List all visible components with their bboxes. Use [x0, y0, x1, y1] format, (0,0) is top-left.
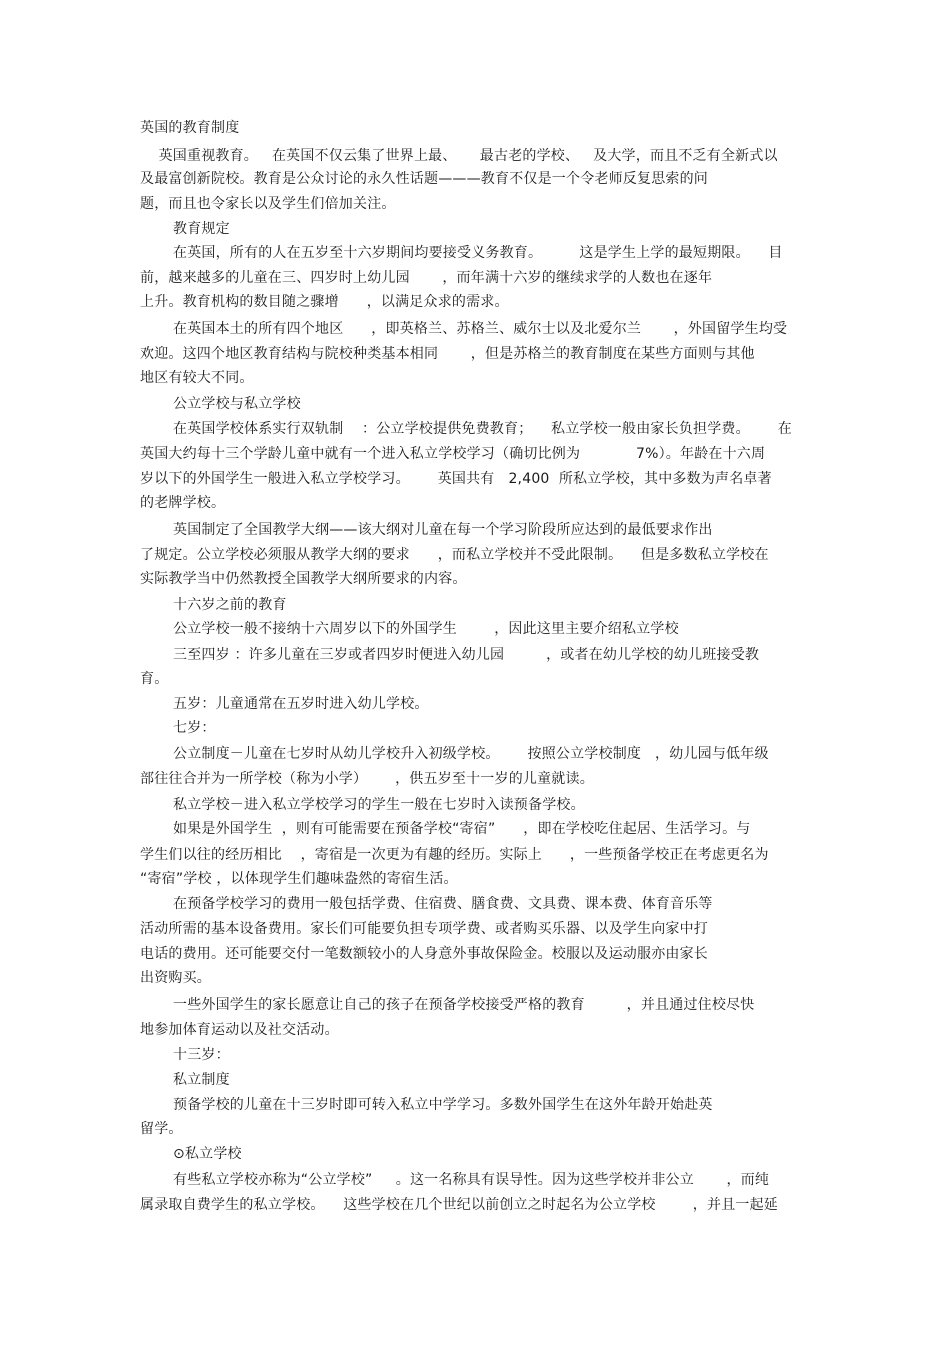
paragraph-line: 英国大约每十三个学龄儿童中就有一个进入私立学校学习（确切比例为 7%）。年龄在十六周 [140, 446, 766, 462]
section-heading: 私立制度 [173, 1072, 230, 1088]
section-heading: 十三岁： [173, 1047, 230, 1063]
paragraph-line: 岁以下的外国学生一般进入私立学校学习。 英国共有 2,400 所私立学校，其中多数为声名卓著 [140, 471, 772, 487]
paragraph-line: “寄宿”学校 ，以体现学生们趣味盎然的寄宿生活。 [140, 871, 458, 887]
paragraph-line: 预备学校的儿童在十三岁时即可转入私立中学学习。多数外国学生在这外年龄开始赴英 [173, 1097, 713, 1113]
paragraph-line: 在预备学校学习的费用一般包括学费、住宿费、膳食费、文具费、课本费、体育音乐等 [173, 896, 713, 912]
section-heading: 教育规定 [173, 221, 230, 237]
paragraph-line: 题，而且也令家长以及学生们倍加关注。 [140, 196, 396, 212]
paragraph-line: 上升。教育机构的数目随之骤增 ，以满足众求的需求。 [140, 294, 509, 310]
paragraph-line: 活动所需的基本设备费用。家长们可能要负担专项学费、或者购买乐器、以及学生向家中打 [140, 921, 708, 937]
paragraph-line: 出资购买。 [140, 970, 211, 986]
paragraph-line: 公立制度－儿童在七岁时从幼儿学校升入初级学校。 按照公立学校制度 ，幼儿园与低年级 [173, 746, 769, 762]
paragraph-line: 的老牌学校。 [140, 495, 226, 511]
paragraph-line: 私立学校－进入私立学校学习的学生一般在七岁时入读预备学校。 [173, 797, 585, 813]
paragraph-line: 英国制定了全国教学大纲——该大纲对儿童在每一个学习阶段所应达到的最低要求作出 [173, 522, 713, 538]
paragraph-line: 留学。 [140, 1121, 183, 1137]
section-heading: ⊙私立学校 [173, 1146, 242, 1162]
section-heading: 公立学校与私立学校 [173, 396, 301, 412]
paragraph-line: 实际教学当中仍然教授全国教学大纲所要求的内容。 [140, 571, 467, 587]
section-heading: 十六岁之前的教育 [173, 597, 287, 613]
doc-title: 英国的教育制度 [140, 120, 240, 136]
paragraph-line: 公立学校一般不接纳十六周岁以下的外国学生 ，因此这里主要介绍私立学校 [173, 621, 679, 637]
section-heading: 七岁： [173, 720, 216, 736]
paragraph-line: 了规定。公立学校必须服从教学大纲的要求 ，而私立学校并不受此限制。 但是多数私立学校在 [140, 547, 769, 563]
paragraph-line: 前，越来越多的儿童在三、四岁时上幼儿园 ，而年满十六岁的继续求学的人数也在逐年 [140, 270, 713, 286]
paragraph-line: 在英国本土的所有四个地区 ，即英格兰、苏格兰、威尔士以及北爱尔兰 ，外国留学生均受 [173, 321, 788, 337]
paragraph-line: 如果是外国学生 ，则有可能需要在预备学校“寄宿” ，即在学校吃住起居、生活学习。与 [173, 821, 751, 837]
paragraph-line: 地参加体育运动以及社交活动。 [140, 1022, 339, 1038]
paragraph-line: 欢迎。这四个地区教育结构与院校种类基本相同 ，但是苏格兰的教育制度在某些方面则与其他 [140, 346, 755, 362]
paragraph-line: 地区有较大不同。 [140, 370, 254, 386]
paragraph-line: 属录取自费学生的私立学校。 这些学校在几个世纪以前创立之时起名为公立学校 ，并且一起延 [140, 1197, 778, 1213]
paragraph-line: 部往往合并为一所学校（称为小学） ，供五岁至十一岁的儿童就读。 [140, 771, 594, 787]
paragraph-line: 及最富创新院校。教育是公众讨论的永久性话题———教育不仅是一个令老师反复思索的问 [140, 171, 708, 187]
paragraph-line: 三至四岁 ：许多儿童在三岁或者四岁时便进入幼儿园 ，或者在幼儿学校的幼儿班接受教 [173, 647, 760, 663]
paragraph-line: 在英国学校体系实行双轨制 ：公立学校提供免费教育； 私立学校一般由家长负担学费。 在 [173, 421, 792, 437]
paragraph-line: 有些私立学校亦称为“公立学校” 。这一名称具有误导性。因为这些学校并非公立 ，而纯 [173, 1172, 770, 1188]
paragraph-line: 电话的费用。还可能要交付一笔数额较小的人身意外事故保险金。校服以及运动服亦由家长 [140, 946, 708, 962]
paragraph-line: 五岁：儿童通常在五岁时进入幼儿学校。 [173, 696, 429, 712]
paragraph-line: 在英国，所有的人在五岁至十六岁期间均要接受义务教育。 这是学生上学的最短期限。 目 [173, 245, 783, 261]
paragraph-line: 育。 [140, 671, 169, 687]
paragraph-line: 英国重视教育。 在英国不仅云集了世界上最、 最古老的学校、 及大学，而且不乏有全新式以 [140, 148, 778, 164]
paragraph-line: 一些外国学生的家长愿意让自己的孩子在预备学校接受严格的教育 ，并且通过住校尽快 [173, 997, 755, 1013]
paragraph-line: 学生们以往的经历相比 ，寄宿是一次更为有趣的经历。实际上 ，一些预备学校正在考虑更名为 [140, 847, 769, 863]
